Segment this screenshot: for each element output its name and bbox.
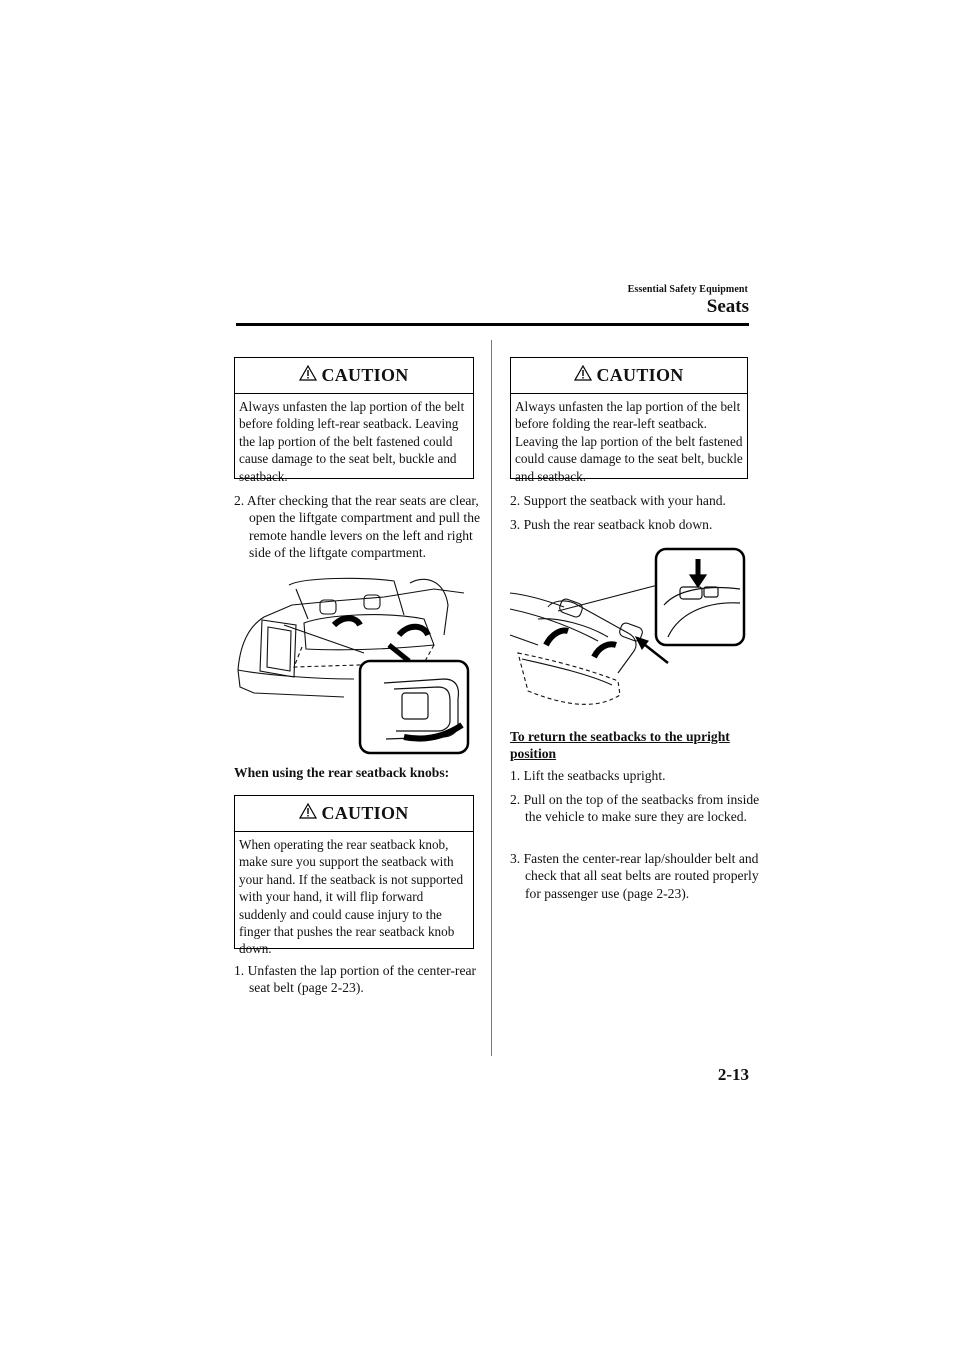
page-title: Seats — [706, 296, 749, 317]
knobs-heading: When using the rear seatback knobs: — [234, 765, 450, 780]
warning-triangle-icon — [299, 803, 317, 824]
caution-text: When operating the rear seatback knob, make sure you support the seatback with your hand. If the seatback is not supported with your hand, it will flip forward suddenly and could cause injury to the finger that pushes the rear seatback knob down. — [239, 837, 464, 957]
liftgate-release-illustration — [234, 575, 474, 755]
caution-label: CAUTION — [321, 803, 409, 823]
return-step-3: 3. Fasten the center-rear lap/shoulder belt and check that all seat belts are routed properly for passenger use (page 2-23). — [510, 851, 759, 901]
caution-box-seatback-knob — [234, 795, 474, 957]
caution-text: Always unfasten the lap portion of the belt before folding left-rear seatback. Leaving the lap portion of the belt fastened could cause damage to the seat belt, buckle and seatback. — [239, 399, 465, 484]
return-step-2: 2. Pull on the top of the seatbacks from inside the vehicle to make sure they are locked. — [510, 792, 760, 825]
seatback-knob-illustration — [508, 545, 748, 723]
warning-triangle-icon — [574, 365, 592, 386]
return-heading: To return the seatbacks to the upright position — [510, 729, 730, 762]
step-2-support: 2. Support the seatback with your hand. — [510, 493, 726, 508]
header-rule — [236, 323, 749, 326]
warning-triangle-icon — [299, 365, 317, 386]
section-title: Essential Safety Equipment — [627, 284, 748, 295]
step-2-liftgate: 2. After checking that the rear seats are clear, open the liftgate compartment and pull the remote handle levers on the left and right side of the liftgate compartment. — [234, 493, 481, 561]
caution-header — [511, 358, 747, 394]
step-3-push-knob: 3. Push the rear seatback knob down. — [510, 517, 713, 532]
caution-text: Always unfasten the lap portion of the belt before folding the rear-left seatback. Leaving the lap portion of the belt fastened could cause damage to the seat belt, buckle and seatback. — [515, 399, 743, 484]
column-divider — [491, 340, 492, 1056]
return-step-1: 1. Lift the seatbacks upright. — [510, 768, 666, 783]
step-1-unfasten: 1. Unfasten the lap portion of the center-rear seat belt (page 2-23). — [234, 963, 477, 996]
caution-box-seatbelt-right — [510, 357, 748, 484]
caution-label: CAUTION — [596, 365, 684, 385]
page-number: 2-13 — [717, 1065, 749, 1084]
caution-label: CAUTION — [321, 365, 409, 385]
caution-header — [235, 796, 473, 832]
caution-box-seatbelt-left — [234, 357, 474, 484]
caution-header — [235, 358, 473, 394]
